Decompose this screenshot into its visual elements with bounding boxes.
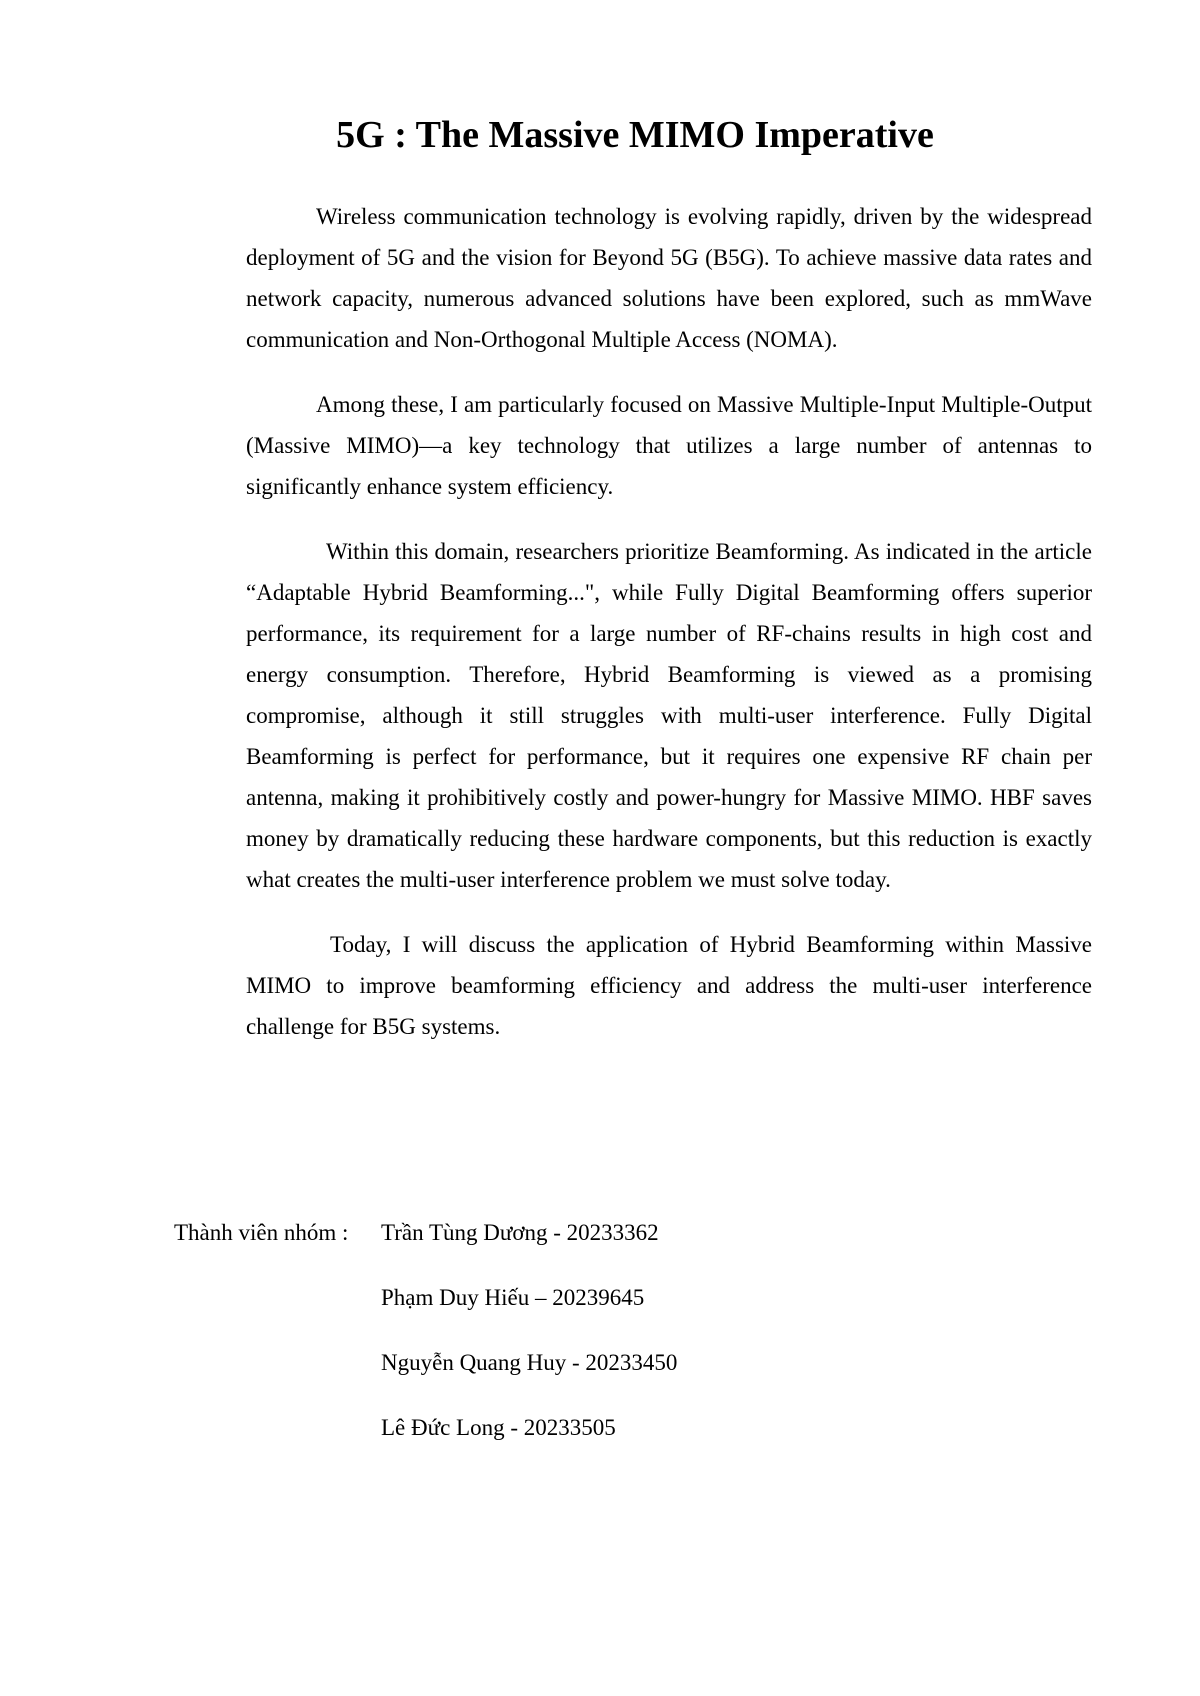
paragraph-beamforming: Within this domain, researchers prioritize Beamforming. As indicated in the article “Adaptable Hybrid Beamforming...", while Fully Digital Beamforming offers superior performance, its requirement for a large number of RF-chains results in high cost and energy consumption. Therefore, Hybrid Beamforming is viewed as a promising compromise, although it still struggles with multi-user interference. Fully Digital Beamforming is perfect for performance, but it requires one expensive RF chain per antenna, making it prohibitively costly and power-hungry for Massive MIMO. HBF saves money by dramatically reducing these hardware components, but this reduction is exactly what creates the multi-user interference problem we must solve today. [246, 539, 1092, 892]
members-label: Thành viên nhóm : [174, 1220, 349, 1245]
document-body [246, 196, 1092, 1071]
paragraph-massive-mimo: Among these, I am particularly focused on Massive Multiple-Input Multiple-Output (Massive MIMO)—a key technology that utilizes a large number of antennas to significantly enhance system efficiency. [246, 392, 1092, 499]
paragraph-intro: Wireless communication technology is evolving rapidly, driven by the widespread deployment of 5G and the vision for Beyond 5G (B5G). To achieve massive data rates and network capacity, numerous advanced solutions have been explored, such as mmWave communication and Non-Orthogonal Multiple Access (NOMA). [246, 204, 1092, 352]
member-name: Trần Tùng Dương - 20233362 [381, 1220, 659, 1245]
document-title: 5G : The Massive MIMO Imperative [336, 114, 934, 156]
member-name: Nguyễn Quang Huy - 20233450 [381, 1350, 678, 1375]
member-name: Phạm Duy Hiếu – 20239645 [381, 1285, 645, 1310]
member-name: Lê Đức Long - 20233505 [381, 1415, 616, 1440]
paragraph-conclusion: Today, I will discuss the application of Hybrid Beamforming within Massive MIMO to improve beamforming efficiency and address the multi-user interference challenge for B5G systems. [246, 932, 1092, 1039]
